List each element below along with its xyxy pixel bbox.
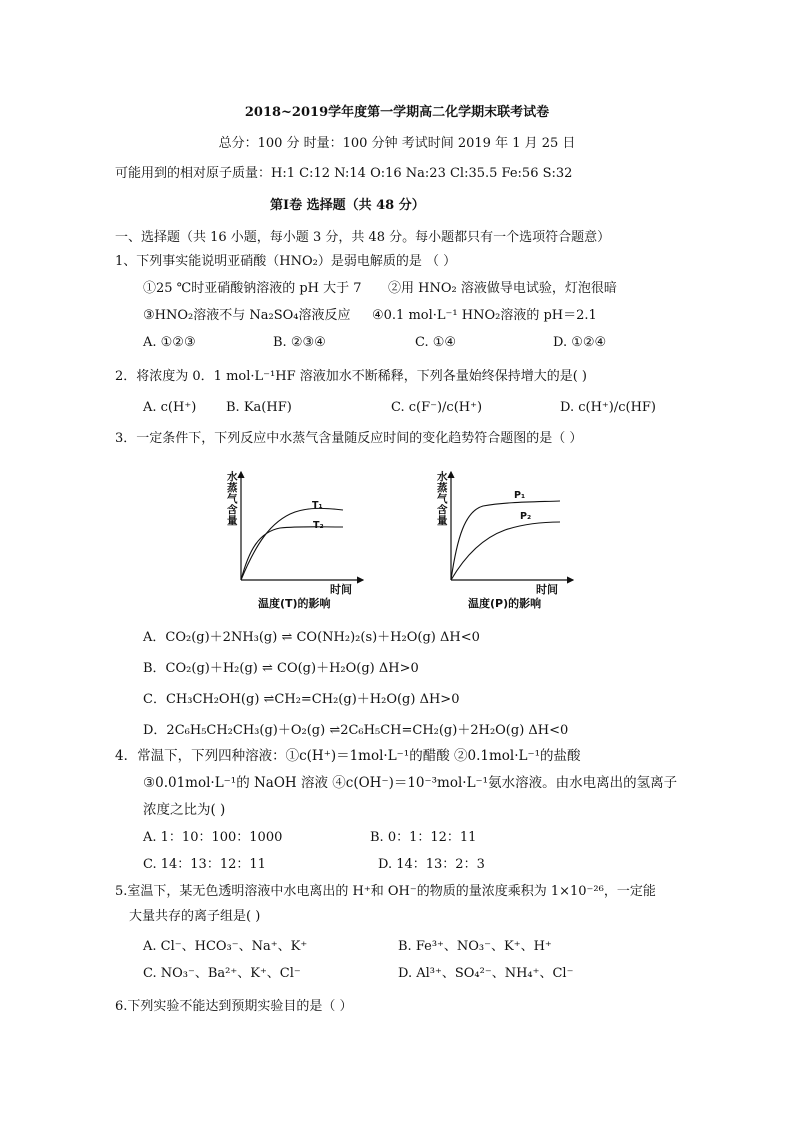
graph2-xlabel: 时间 xyxy=(536,583,558,596)
graph2-curve-p2 xyxy=(451,522,560,580)
graph2-label-p1: P₁ xyxy=(514,490,526,501)
q5-option-d: D. Al³⁺、SO₄²⁻、NH₄⁺、Cl⁻ xyxy=(398,966,574,981)
graph2-caption: 温度(P)的影响 xyxy=(468,597,542,610)
q4-option-d: D. 14：13：2：3 xyxy=(378,857,485,872)
q3-option-a: A．CO₂(g)＋2NH₃(g) ⇌ CO(NH₂)₂(s)＋H₂O(g) ΔH<0 xyxy=(143,630,480,645)
q1-option-a: A. ①②③ xyxy=(143,335,196,350)
q2-option-b: B. Ka(HF) xyxy=(226,400,292,415)
graph-pressure xyxy=(435,466,580,616)
graph1-caption: 温度(T)的影响 xyxy=(258,597,331,610)
graph2-curve-p1 xyxy=(451,501,560,580)
q5-option-a: A. Cl⁻、HCO₃⁻、Na⁺、K⁺ xyxy=(143,939,308,954)
graph1-curve-t2 xyxy=(241,527,343,580)
q1-statement-3: ③HNO₂溶液不与 Na₂SO₄溶液反应 xyxy=(143,308,351,323)
q5-option-b: B. Fe³⁺、NO₃⁻、K⁺、H⁺ xyxy=(398,939,552,954)
q1-option-d: D. ①②④ xyxy=(553,335,607,350)
q5-option-c: C. NO₃⁻、Ba²⁺、K⁺、Cl⁻ xyxy=(143,966,301,981)
q5-line-1: 5.室温下，某无色透明溶液中水电离出的 H⁺和 OH⁻的物质的量浓度乘积为 1×10⁻²⁶，一定能 xyxy=(115,884,656,899)
q4-line-3: 浓度之比为( ) xyxy=(143,802,226,818)
q5-line-2: 大量共存的离子组是( ) xyxy=(129,909,261,924)
graph2-ylabel: 水 蒸 气 含 量 xyxy=(437,471,448,527)
q2-stem: 2．将浓度为 0．1 mol·L⁻¹HF 溶液加水不断稀释，下列各量始终保持增大的是( ) xyxy=(115,369,587,384)
part-heading: 一、选择题（共 16 小题，每小题 3 分，共 48 分。每小题都只有一个选项符合题意） xyxy=(115,230,611,245)
q1-statement-4: ④0.1 mol·L⁻¹ HNO₂溶液的 pH＝2.1 xyxy=(372,308,597,323)
atomic-masses: 可能用到的相对原子质量：H:1 C:12 N:14 O:16 Na:23 Cl:35.5 Fe:56 S:32 xyxy=(115,166,573,181)
graph1-label-t2: T₂ xyxy=(313,520,324,531)
graph1-ylabel: 水 蒸 气 含 量 xyxy=(227,471,238,527)
q2-option-d: D. c(H⁺)/c(HF) xyxy=(560,400,657,415)
q2-option-c: C. c(F⁻)/c(H⁺) xyxy=(391,400,483,415)
graph1-xlabel: 时间 xyxy=(330,583,352,596)
q4-line-2: ③0.01mol·L⁻¹的 NaOH 溶液 ④c(OH⁻)＝10⁻³mol·L⁻¹氨水溶液。由水电离出的氢离子 xyxy=(143,775,678,791)
q1-option-b: B. ②③④ xyxy=(273,335,326,350)
graph1-label-t1: T₁ xyxy=(312,500,323,511)
exam-title: 2018~2019学年度第一学期高二化学期末联考试卷 xyxy=(244,105,550,120)
q3-option-b: B．CO₂(g)＋H₂(g) ⇌ CO(g)＋H₂O(g) ΔH>0 xyxy=(143,661,419,676)
q1-option-c: C. ①④ xyxy=(415,335,457,350)
section-heading: 第Ⅰ卷 选择题（共 48 分） xyxy=(270,198,425,213)
q4-option-b: B. 0：1：12：11 xyxy=(370,830,477,845)
q3-option-c: C．CH₃CH₂OH(g) ⇌CH₂=CH₂(g)＋H₂O(g) ΔH>0 xyxy=(143,692,460,707)
q4-option-c: C. 14：13：12：11 xyxy=(143,857,266,872)
q3-option-d: D．2C₆H₅CH₂CH₃(g)＋O₂(g) ⇌2C₆H₅CH=CH₂(g)＋2H₂O(g) ΔH<0 xyxy=(143,723,569,738)
q1-statement-2: ②用 HNO₂ 溶液做导电试验，灯泡很暗 xyxy=(388,281,617,296)
q4-option-a: A. 1：10：100：1000 xyxy=(143,830,283,845)
q3-stem: 3．一定条件下，下列反应中水蒸气含量随反应时间的变化趋势符合题图的是（ ） xyxy=(115,431,583,446)
q2-option-a: A. c(H⁺) xyxy=(143,400,197,415)
q4-line-1: 4．常温下，下列四种溶液：①c(H⁺)＝1mol·L⁻¹的醋酸 ②0.1mol·L⁻¹的盐酸 xyxy=(115,748,581,764)
exam-info: 总分：100 分 时量：100 分钟 考试时间 2019 年 1 月 25 日 xyxy=(218,136,576,151)
q6-stem: 6.下列实验不能达到预期实验目的是（ ） xyxy=(115,999,353,1014)
graph2-label-p2: P₂ xyxy=(520,511,532,522)
q1-statement-1: ①25 ℃时亚硝酸钠溶液的 pH 大于 7 xyxy=(143,281,362,296)
q1-stem: 1、下列事实能说明亚硝酸（HNO₂）是弱电解质的是 （ ） xyxy=(115,254,457,269)
